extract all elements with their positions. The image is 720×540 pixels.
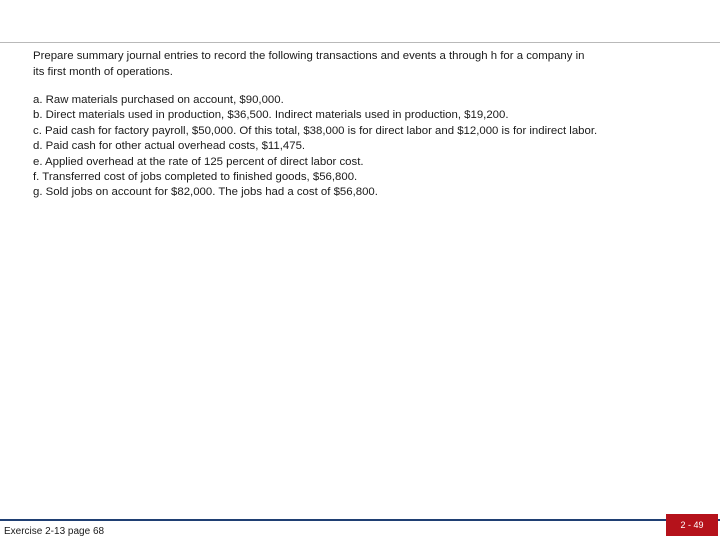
exercise-reference: Exercise 2-13 page 68 [4, 526, 105, 537]
transaction-item-f: f. Transferred cost of jobs completed to finished goods, $56,800. [33, 171, 358, 184]
transaction-item-c: c. Paid cash for factory payroll, $50,000. Of this total, $38,000 is for direct labor and $12,000 is for indirect labor. [33, 124, 598, 137]
exercise-instructions: Prepare summary journal entries to record the following transactions and events a through h for a company in its first month of operations. [33, 50, 585, 78]
footer-divider [0, 519, 720, 521]
transaction-list [33, 93, 713, 201]
page-number-badge: 2 - 49 [666, 514, 718, 536]
transaction-item-e: e. Applied overhead at the rate of 125 percent of direct labor cost. [33, 155, 364, 168]
top-divider [0, 42, 720, 43]
transaction-item-a: a. Raw materials purchased on account, $90,000. [33, 94, 284, 106]
transaction-item-g: g. Sold jobs on account for $82,000. The jobs had a cost of $56,800. [33, 186, 378, 199]
transaction-item-b: b. Direct materials used in production, $36,500. Indirect materials used in production, $19,200. [33, 109, 509, 122]
transaction-item-d: d. Paid cash for other actual overhead costs, $11,475. [33, 140, 306, 153]
